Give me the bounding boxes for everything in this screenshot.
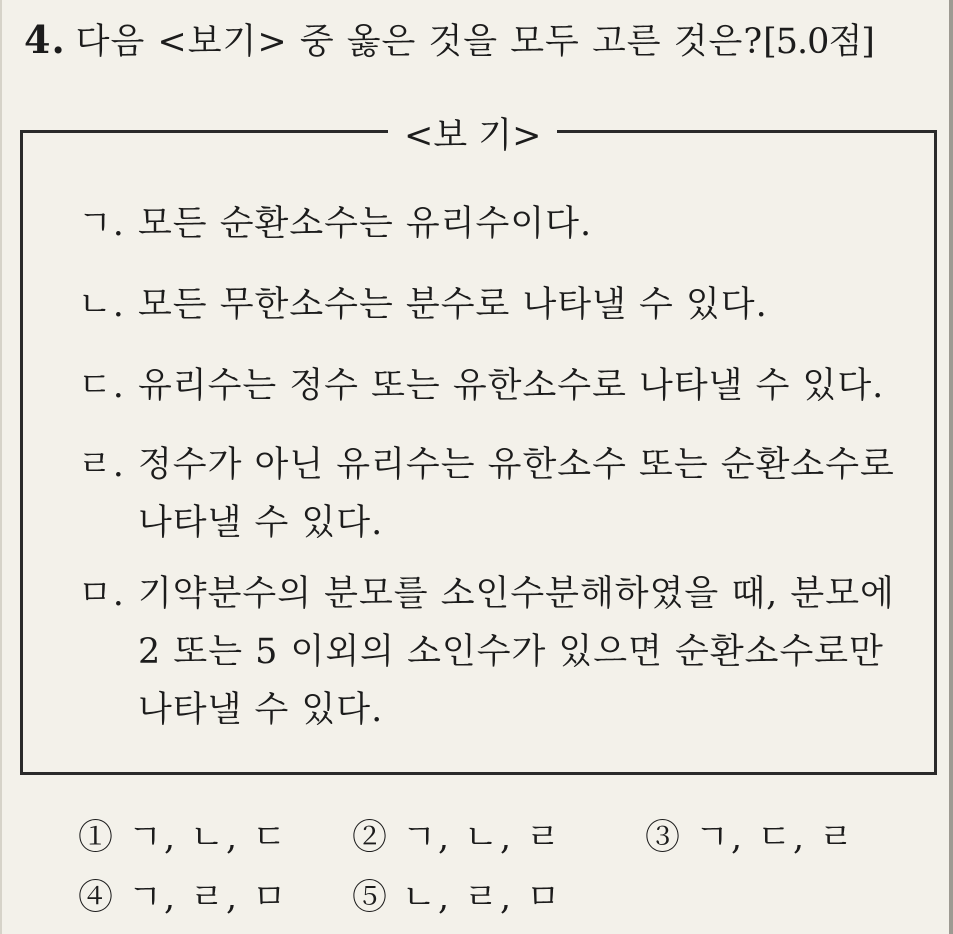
choice-number: ④	[78, 878, 116, 918]
question-text: 다음 <보기> 중 옳은 것을 모두 고른 것은?	[75, 22, 764, 62]
bogi-title: <보 기>	[388, 108, 557, 158]
item-text: 기약분수의 분모를 소인수분해하였을 때, 분모에	[138, 574, 895, 614]
choice-number: ②	[352, 818, 390, 858]
bogi-item-2	[78, 277, 928, 327]
choice-number: ①	[78, 818, 116, 858]
choice-3[interactable]	[645, 810, 855, 860]
bogi-item-4	[78, 437, 928, 487]
item-mark: ㅁ.	[78, 574, 125, 614]
bogi-item-1	[78, 196, 928, 246]
item-mark: ㄹ.	[78, 445, 125, 485]
choice-text: ㄱ, ㄴ, ㄹ	[402, 818, 563, 858]
choice-text: ㄱ, ㄷ, ㄹ	[695, 818, 856, 858]
bogi-item-3	[78, 358, 928, 408]
choice-2[interactable]	[352, 810, 562, 860]
bogi-item-5	[78, 566, 928, 616]
bogi-item-5-cont-1: 2 또는 5 이외의 소인수가 있으면 순환소수로만	[138, 632, 884, 672]
item-text: 모든 순환소수는 유리수이다.	[138, 204, 593, 244]
item-text: 정수가 아닌 유리수는 유한소수 또는 순환소수로	[138, 445, 895, 485]
choice-1[interactable]	[78, 810, 288, 860]
item-mark: ㄴ.	[78, 285, 125, 325]
choice-4[interactable]	[78, 870, 288, 920]
question-points: [5.0점]	[763, 22, 874, 62]
question-number: 4.	[24, 17, 66, 62]
question-line	[24, 14, 874, 64]
choice-number: ⑤	[352, 878, 390, 918]
bogi-item-4-cont: 나타낼 수 있다.	[138, 503, 384, 543]
choice-text: ㄴ, ㄹ, ㅁ	[402, 878, 563, 918]
bogi-item-5-cont-2: 나타낼 수 있다.	[138, 690, 384, 730]
item-mark: ㄱ.	[78, 204, 125, 244]
choice-5[interactable]	[352, 870, 562, 920]
item-text: 모든 무한소수는 분수로 나타낼 수 있다.	[138, 285, 768, 325]
choice-number: ③	[645, 818, 683, 858]
item-text: 유리수는 정수 또는 유한소수로 나타낼 수 있다.	[138, 366, 885, 406]
choice-text: ㄱ, ㄹ, ㅁ	[128, 878, 289, 918]
item-mark: ㄷ.	[78, 366, 125, 406]
choice-text: ㄱ, ㄴ, ㄷ	[128, 818, 289, 858]
